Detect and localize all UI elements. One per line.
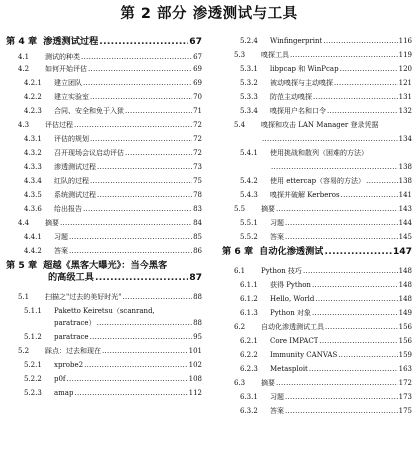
toc-entry-number: 第 5 章 (6, 260, 38, 271)
toc-page-number: 175 (398, 407, 412, 415)
toc-leader-dots (83, 204, 192, 214)
toc-entry-title: 摘要 (261, 379, 275, 387)
toc-leader-dots (90, 92, 192, 102)
toc-entry-number: 6.2.3 (240, 365, 258, 373)
toc-entry (6, 306, 202, 316)
toc-leader-dots (340, 64, 398, 74)
toc-chapter-entry (6, 272, 202, 284)
toc-entry (6, 318, 202, 328)
toc-entry-number: 4.2.3 (24, 107, 42, 115)
toc-entry (222, 176, 412, 186)
toc-page-number: 108 (188, 375, 202, 383)
toc-entry (6, 374, 202, 384)
toc-entry (6, 292, 202, 302)
toc-entry-number: 第 4 章 (6, 36, 38, 47)
toc-page-number: 116 (398, 37, 412, 45)
toc-page-number: 148 (398, 267, 412, 275)
toc-entry (6, 218, 202, 228)
toc-entry-title: 嗅探和攻击 LAN Manager 登录凭据 (261, 121, 379, 129)
toc-page-number: 85 (193, 233, 202, 241)
toc-entry-number: 5.3.3 (240, 93, 258, 101)
toc-leader-dots (99, 36, 188, 48)
toc-leader-dots (90, 176, 192, 186)
toc-entry (222, 392, 412, 402)
toc-entry-number: 5.4.2 (240, 177, 258, 185)
toc-entry-title: 建立团队 (54, 79, 82, 87)
toc-entry-number: 5.2.3 (24, 389, 42, 397)
toc-entry (6, 148, 202, 158)
toc-entry-title: 渗透测试过程 (54, 163, 96, 171)
toc-leader-dots (97, 190, 192, 200)
toc-page-number: 148 (398, 295, 412, 303)
toc-page-number: 84 (193, 219, 202, 227)
toc-entry-number: 5.3.2 (240, 79, 258, 87)
toc-entry-number: 4.3.2 (24, 149, 42, 157)
toc-leader-dots (95, 272, 188, 284)
toc-entry (6, 388, 202, 398)
toc-leader-dots (341, 190, 398, 200)
toc-page-number: 73 (193, 163, 202, 171)
toc-chapter-entry (222, 246, 412, 258)
toc-leader-dots (262, 134, 398, 144)
toc-entry-number: 5.4.3 (240, 191, 258, 199)
toc-leader-dots (74, 388, 187, 398)
toc-leader-dots (84, 360, 188, 370)
toc-entry (222, 364, 412, 374)
toc-entry (222, 36, 412, 46)
toc-entry-title: Immunity CANVAS (270, 351, 338, 359)
toc-entry-title: 答案 (270, 407, 284, 415)
toc-entry-title: 摘要 (261, 205, 275, 213)
toc-entry (6, 176, 202, 186)
toc-entry-title: amap (54, 389, 74, 397)
toc-leader-dots (74, 120, 192, 130)
toc-chapter-entry (6, 36, 202, 48)
toc-page-number: 88 (193, 293, 202, 301)
toc-entry-title: 使用 ettercap（容易的方法） (270, 177, 366, 185)
toc-page-number: 67 (193, 53, 202, 61)
toc-entry (222, 120, 412, 130)
toc-page-number: 72 (193, 121, 202, 129)
toc-entry (222, 308, 412, 318)
toc-entry-number: 4.3.4 (24, 177, 42, 185)
toc-entry-number: 5.3.1 (240, 65, 258, 73)
toc-page-number: 67 (189, 36, 202, 47)
toc-entry-number: 5.2.4 (240, 37, 258, 45)
toc-page-number: 156 (398, 337, 412, 345)
toc-page-number: 70 (193, 93, 202, 101)
toc-entry-title: 习题 (270, 393, 284, 401)
toc-entry-number: 4.3.3 (24, 163, 42, 171)
toc-entry-number: 6.1.1 (240, 281, 258, 289)
toc-leader-dots (276, 378, 398, 388)
toc-leader-dots (319, 336, 397, 346)
toc-entry (6, 64, 202, 74)
toc-leader-dots (271, 162, 398, 172)
toc-page-number: 86 (193, 247, 202, 255)
toc-entry-number: 5.5.2 (240, 233, 258, 241)
toc-entry-title: 获得 Python (270, 281, 311, 289)
toc-entry-number: 4.4.1 (24, 233, 42, 241)
toc-leader-dots (312, 280, 398, 290)
toc-leader-dots (81, 52, 192, 62)
toc-entry-number: 6.3 (234, 379, 246, 387)
toc-entry-title: 嗅探用户名和口令 (270, 107, 326, 115)
toc-leader-dots (366, 176, 398, 186)
toc-entry (6, 78, 202, 88)
toc-entry-title: paratrace (54, 333, 89, 341)
toc-leader-dots (315, 294, 397, 304)
toc-entry-number: 5.5.1 (240, 219, 258, 227)
toc-entry-title: 扫描之"过去的美好时光" (45, 293, 122, 301)
toc-leader-dots (69, 246, 192, 256)
toc-entry-number: 6.2.1 (240, 337, 258, 345)
toc-entry (6, 246, 202, 256)
toc-entry (6, 106, 202, 116)
toc-leader-dots (285, 218, 398, 228)
part-title: 第 2 部分 渗透测试与工具 (120, 6, 298, 22)
toc-page-number: 75 (193, 177, 202, 185)
toc-leader-dots (285, 406, 398, 416)
toc-page-number: 163 (398, 365, 412, 373)
toc-entry-title: Python 对象 (270, 309, 311, 317)
toc-leader-dots (125, 106, 192, 116)
toc-leader-dots (285, 232, 398, 242)
toc-leader-dots (334, 78, 398, 88)
toc-leader-dots (323, 36, 397, 46)
toc-entry-title: 踩点：过去和现在 (45, 347, 101, 355)
toc-entry-title: 渗透测试过程 (43, 36, 99, 47)
toc-page-number: 119 (398, 51, 412, 59)
toc-page-number: 72 (193, 149, 202, 157)
toc-entry-number: 5.5 (234, 205, 246, 213)
toc-page-number: 120 (398, 65, 412, 73)
toc-entry-title: paratrace） (54, 319, 96, 327)
toc-leader-dots (97, 162, 192, 172)
toc-entry (222, 162, 412, 172)
toc-entry-title: 自动化渗透测试工具 (261, 323, 324, 331)
toc-entry (6, 190, 202, 200)
toc-page-number: 156 (398, 323, 412, 331)
toc-entry (222, 406, 412, 416)
toc-entry-number: 4.3.5 (24, 191, 42, 199)
toc-entry-title: 评估过程 (45, 121, 73, 129)
toc-leader-dots (88, 64, 192, 74)
toc-leader-dots (324, 246, 391, 258)
toc-page-number: 143 (398, 205, 412, 213)
toc-entry (222, 378, 412, 388)
toc-page-number: 87 (189, 272, 202, 283)
toc-entry-number: 4.2.2 (24, 93, 42, 101)
toc-entry-title: 防范主动嗅探 (270, 93, 312, 101)
toc-page-number: 145 (398, 233, 412, 241)
toc-page-number: 173 (398, 393, 412, 401)
toc-entry (222, 294, 412, 304)
toc-entry-number: 6.2.2 (240, 351, 258, 359)
toc-leader-dots (309, 364, 398, 374)
toc-entry-number: 6.1 (234, 267, 246, 275)
toc-entry-title: libpcap 和 WinPcap (270, 65, 339, 73)
toc-entry (6, 232, 202, 242)
toc-entry-title: xprobe2 (54, 361, 84, 369)
toc-leader-dots (122, 292, 192, 302)
toc-page-number: 112 (188, 389, 202, 397)
toc-entry-number: 5.2.2 (24, 375, 42, 383)
toc-entry-number: 4.4.2 (24, 247, 42, 255)
toc-entry-number: 5.3.4 (240, 107, 258, 115)
toc-page-number: 121 (398, 79, 412, 87)
toc-page-number: 141 (398, 191, 412, 199)
toc-leader-dots (67, 374, 188, 384)
toc-entry-title: 建立实验室 (54, 93, 89, 101)
toc-entry-number: 5.3 (234, 51, 246, 59)
toc-entry-title: 给出报告 (54, 205, 82, 213)
toc-entry-title: 超越《黑客大曝光》：当今黑客 (43, 260, 168, 271)
toc-page-number: 69 (193, 79, 202, 87)
toc-entry (222, 148, 412, 158)
toc-chapter-entry (6, 260, 202, 272)
toc-entry-number: 5.4 (234, 121, 246, 129)
toc-leader-dots (276, 204, 398, 214)
toc-entry-title: 习题 (270, 219, 284, 227)
toc-leader-dots (90, 332, 193, 342)
toc-entry-number: 5.4.1 (240, 149, 258, 157)
toc-entry-number: 4.3 (18, 121, 30, 129)
toc-leader-dots (290, 50, 398, 60)
toc-entry-number: 6.2 (234, 323, 246, 331)
toc-entry-title: Python 技巧 (261, 267, 302, 275)
toc-entry-title: Core IMPACT (270, 337, 319, 345)
toc-page-number: 172 (398, 379, 412, 387)
toc-entry (6, 204, 202, 214)
toc-entry (222, 50, 412, 60)
toc-leader-dots (303, 266, 398, 276)
toc-page-number: 138 (398, 177, 412, 185)
toc-leader-dots (69, 232, 192, 242)
toc-entry-number: 4.2 (18, 65, 30, 73)
toc-page-number: 78 (193, 191, 202, 199)
toc-entry (222, 92, 412, 102)
toc-page-number: 83 (193, 205, 202, 213)
toc-page-number: 69 (193, 65, 202, 73)
toc-leader-dots (325, 322, 398, 332)
toc-entry-title: 答案 (54, 247, 68, 255)
toc-entry-title: p0f (54, 375, 66, 383)
toc-entry (222, 190, 412, 200)
toc-entry-title: 习题 (54, 233, 68, 241)
toc-entry-number: 5.2.1 (24, 361, 42, 369)
toc-entry-number: 4.1 (18, 53, 30, 61)
toc-entry (6, 134, 202, 144)
toc-leader-dots (312, 308, 398, 318)
toc-entry (222, 218, 412, 228)
toc-page-number: 138 (398, 163, 412, 171)
toc-entry (222, 204, 412, 214)
toc-page-number: 149 (398, 309, 412, 317)
toc-entry (222, 280, 412, 290)
toc-page-number: 101 (188, 347, 202, 355)
toc-entry-title: 召开现场会议启动评估 (54, 149, 124, 157)
toc-page-number: 144 (398, 219, 412, 227)
toc-page-number: 159 (398, 351, 412, 359)
toc-entry-number: 6.3.2 (240, 407, 258, 415)
toc-entry-number: 4.4 (18, 219, 30, 227)
toc-entry-title: 测试的种类 (45, 53, 80, 61)
toc-leader-dots (83, 78, 192, 88)
toc-entry-title: 答案 (270, 233, 284, 241)
toc-leader-dots (125, 148, 192, 158)
toc-entry (6, 360, 202, 370)
toc-page-number: 147 (392, 246, 412, 257)
toc-page-number: 95 (193, 333, 202, 341)
toc-entry-number: 5.2 (18, 347, 30, 355)
toc-entry (222, 266, 412, 276)
toc-entry (6, 92, 202, 102)
toc-entry-number: 6.3.1 (240, 393, 258, 401)
toc-leader-dots (60, 218, 192, 228)
toc-entry (222, 322, 412, 332)
toc-entry (222, 78, 412, 88)
toc-leader-dots (313, 92, 398, 102)
toc-page-number: 134 (398, 135, 412, 143)
toc-entry-title: 合同、安全和免于入狱 (54, 107, 124, 115)
toc-entry-title: 如何开始评估 (45, 65, 87, 73)
toc-entry-title: Metasploit (270, 365, 308, 373)
toc-page-number: 71 (193, 107, 202, 115)
toc-entry (222, 232, 412, 242)
toc-entry-title: Winfingerprint (270, 37, 323, 45)
toc-entry-title: 摘要 (45, 219, 59, 227)
toc-leader-dots (90, 134, 192, 144)
toc-entry (222, 350, 412, 360)
toc-entry (6, 120, 202, 130)
toc-entry-title: 使用挑战和散列（困难的方法） (270, 149, 368, 157)
toc-page-number: 148 (398, 281, 412, 289)
toc-entry-number: 第 6 章 (222, 246, 254, 257)
toc-leader-dots (338, 350, 397, 360)
toc-entry-title: 嗅探工具 (261, 51, 289, 59)
toc-entry-number: 4.2.1 (24, 79, 42, 87)
toc-entry-title: 被动嗅探与主动嗅探 (270, 79, 333, 87)
toc-entry (6, 346, 202, 356)
toc-entry (222, 106, 412, 116)
toc-entry (6, 52, 202, 62)
toc-page-number: 72 (193, 135, 202, 143)
toc-entry (222, 336, 412, 346)
toc-entry (222, 64, 412, 74)
toc-leader-dots (97, 318, 193, 328)
toc-entry-title: Hello, World (270, 295, 315, 303)
toc-leader-dots (285, 392, 398, 402)
toc-entry (6, 332, 202, 342)
toc-entry-title: 嗅探并破解 Kerberos (270, 191, 340, 199)
toc-leader-dots (102, 346, 188, 356)
toc-page-number: 88 (193, 319, 202, 327)
toc-page-number: 131 (398, 93, 412, 101)
toc-entry-number: 4.3.1 (24, 135, 42, 143)
toc-entry-title: 自动化渗透测试 (259, 246, 324, 257)
toc-entry (222, 134, 412, 144)
toc-entry-number: 6.1.2 (240, 295, 258, 303)
toc-entry-number: 6.1.3 (240, 309, 258, 317)
toc-entry-title: 红队的过程 (54, 177, 89, 185)
toc-entry-number: 5.1.1 (24, 307, 42, 315)
toc-entry-title: 的高级工具 (48, 272, 94, 283)
toc-entry-number: 5.1.2 (24, 333, 42, 341)
toc-entry-title: 评估的规划 (54, 135, 89, 143)
toc-entry (6, 162, 202, 172)
toc-page-number: 132 (398, 107, 412, 115)
toc-page-number: 102 (188, 361, 202, 369)
toc-leader-dots (327, 106, 398, 116)
toc-entry-number: 5.1 (18, 293, 30, 301)
toc-entry-title: Paketto Keiretsu（scanrand, (54, 307, 155, 315)
toc-entry-number: 4.3.6 (24, 205, 42, 213)
toc-entry-title: 系统测试过程 (54, 191, 96, 199)
